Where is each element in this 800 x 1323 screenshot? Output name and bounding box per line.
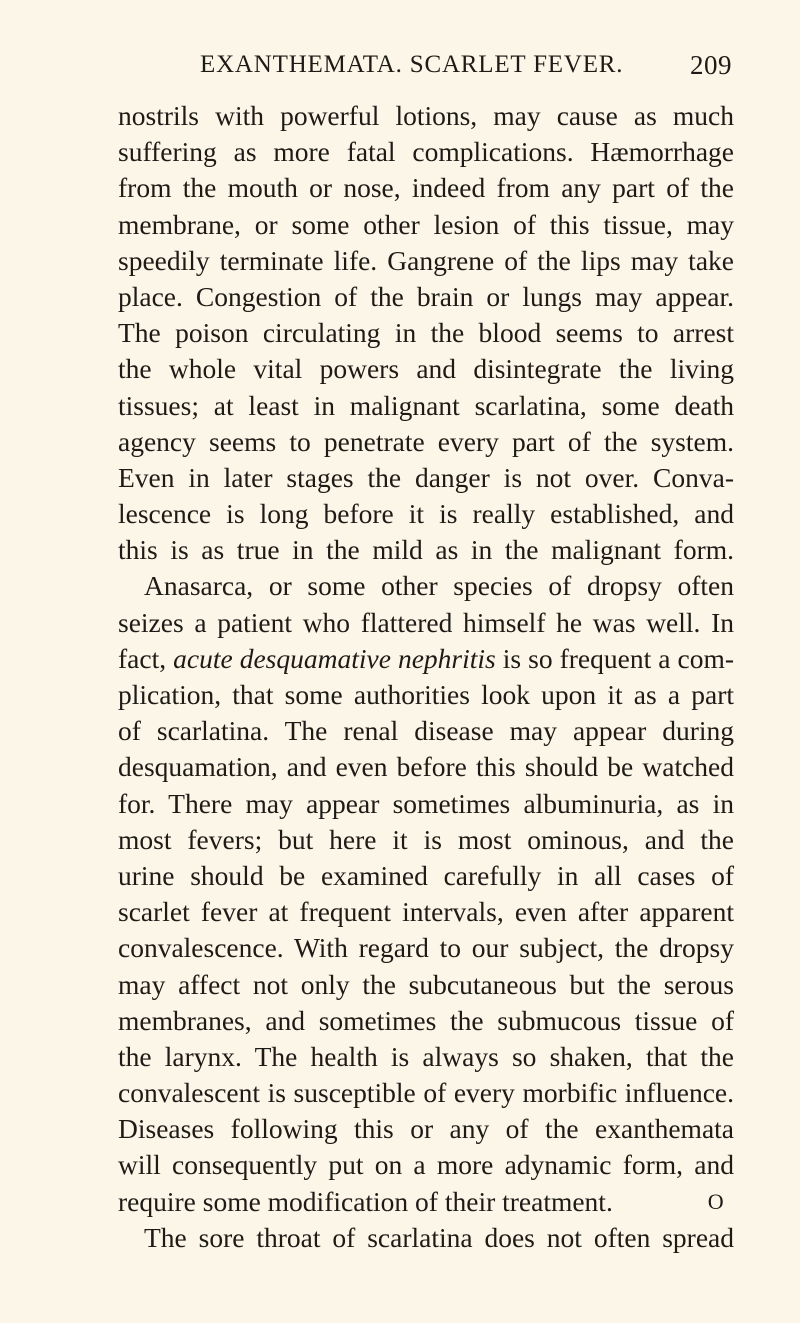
- text-fragment: fact,: [118, 642, 174, 674]
- text-fragment: is so frequent a com-: [495, 642, 735, 674]
- text-line: place. Congestion of the brain or lungs may appear.: [118, 280, 734, 312]
- page-number: 209: [690, 50, 732, 80]
- text-line: tissues; at least in malignant scarlatina, some death: [118, 389, 734, 421]
- text-line: membrane, or some other lesion of this tissue, may: [118, 208, 734, 240]
- text-line: lescence is long before it is really established, and: [118, 498, 734, 530]
- text-line: membranes, and sometimes the submucous tissue of: [118, 1004, 734, 1036]
- text-line: may affect not only the subcutaneous but the serous: [118, 968, 734, 1000]
- text-line: desquamation, and even before this should be watched: [118, 751, 734, 783]
- text-line: will consequently put on a more adynamic form, and: [118, 1149, 734, 1181]
- text-line: of scarlatina. The renal disease may appear during: [118, 715, 734, 747]
- text-line: the larynx. The health is always so shaken, that the: [118, 1040, 734, 1072]
- text-line: agency seems to penetrate every part of the system.: [118, 425, 734, 457]
- text-line: Diseases following this or any of the exanthemata: [118, 1113, 734, 1145]
- paragraph-start-line: Anasarca, or some other species of dropsy often: [144, 570, 734, 602]
- signature-letter: O: [707, 1189, 725, 1214]
- text-line: urine should be examined carefully in all cases of: [118, 859, 734, 891]
- text-line: The poison circulating in the blood seems to arrest: [118, 317, 734, 349]
- text-line: convalescent is susceptible of every morbific influence.: [118, 1077, 734, 1109]
- text-line: speedily terminate life. Gangrene of the lips may take: [118, 244, 734, 276]
- text-line: plication, that some authorities look upon it as a part: [118, 679, 734, 710]
- text-line: Even in later stages the danger is not over. Conva-: [118, 461, 734, 493]
- running-head: [118, 50, 732, 84]
- text-line: suffering as more fatal complications. Hæmorrhage: [118, 136, 734, 168]
- italic-term: acute desquamative nephritis: [173, 642, 496, 674]
- paragraph-end-line: require some modification of their treatment.: [118, 1185, 613, 1217]
- text-line: nostrils with powerful lotions, may cause as much: [118, 100, 734, 131]
- text-line-with-italic: [118, 641, 734, 677]
- text-line: this is as true in the mild as in the malignant form.: [118, 534, 734, 566]
- text-line: convalescence. With regard to our subject, the dropsy: [118, 932, 734, 964]
- text-line: most fevers; but here it is most ominous, and the: [118, 823, 734, 855]
- running-title: EXANTHEMATA. SCARLET FEVER.: [200, 51, 624, 78]
- paragraph-start-line: The sore throat of scarlatina does not often spread: [144, 1221, 734, 1253]
- signature-mark: [0, 1189, 800, 1215]
- text-line: for. There may appear sometimes albuminuria, as in: [118, 787, 734, 819]
- text-line: scarlet fever at frequent intervals, even after apparent: [118, 896, 734, 928]
- body-text: [118, 98, 734, 1256]
- text-line: seizes a patient who flattered himself he was well. In: [118, 606, 734, 638]
- text-line: from the mouth or nose, indeed from any part of the: [118, 172, 734, 204]
- text-line: the whole vital powers and disintegrate the living: [118, 353, 734, 385]
